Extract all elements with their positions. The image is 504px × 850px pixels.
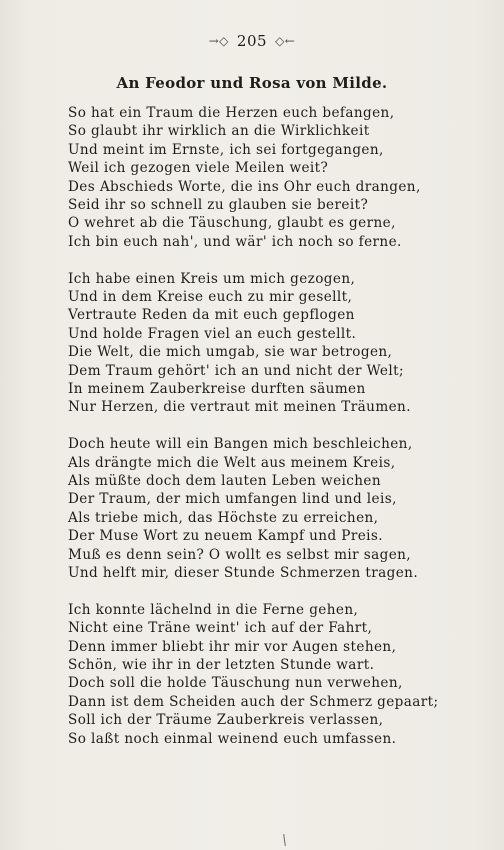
poem-line: Als triebe mich, das Höchste zu erreichen, xyxy=(68,509,379,526)
stanza xyxy=(68,104,468,251)
poem-line: Und helft mir, dieser Stunde Schmerzen tragen. xyxy=(68,564,419,581)
poem-line: Seid ihr so schnell zu glauben sie bereit? xyxy=(68,196,369,213)
poem-title: An Feodor und Rosa von Milde. xyxy=(116,74,388,92)
poem-line: Des Abschieds Worte, die ins Ohr euch drangen, xyxy=(68,178,421,195)
poem-line: Als drängte mich die Welt aus meinem Kreis, xyxy=(68,454,396,471)
poem-line: Denn immer bliebt ihr mir vor Augen stehen, xyxy=(68,638,397,655)
page-number: 205 xyxy=(236,32,268,50)
poem-line: Dem Traum gehört' ich an und nicht der Welt; xyxy=(68,362,404,379)
poem-line: Als müßte doch dem lauten Leben weichen xyxy=(68,473,382,490)
poem-body xyxy=(68,104,468,767)
poem-line: In meinem Zauberkreise durften säumen xyxy=(68,380,366,397)
poem-line: Die Welt, die mich umgab, sie war betrogen, xyxy=(68,344,393,361)
poem-line: Ich konnte lächelnd in die Ferne gehen, xyxy=(68,601,359,618)
poem-line: Nur Herzen, die vertraut mit meinen Träumen. xyxy=(68,399,411,416)
poem-line: Und meint im Ernste, ich sei fortgegangen, xyxy=(68,141,384,158)
poem-line: Weil ich gezogen viele Meilen weit? xyxy=(68,160,329,177)
poem-line: Dann ist dem Scheiden auch der Schmerz gepaart; xyxy=(68,693,439,710)
poem-line: Ich bin euch nah', und wär' ich noch so ferne. xyxy=(68,233,402,250)
right-ornament-icon: ◇← xyxy=(275,34,296,48)
poem-line: O wehret ab die Täuschung, glaubt es gerne, xyxy=(68,215,396,232)
poem-line: Der Traum, der mich umfangen lind und leis, xyxy=(68,491,397,508)
poem-line: So glaubt ihr wirklich an die Wirklichkeit xyxy=(68,123,370,140)
poem-line: Vertraute Reden da mit euch gepflogen xyxy=(68,307,355,324)
poem-line: Schön, wie ihr in der letzten Stunde wart. xyxy=(68,657,375,674)
poem-line: Muß es denn sein? O wollt es selbst mir sagen, xyxy=(68,546,412,563)
page-header xyxy=(0,32,504,50)
poem-line: So laßt noch einmal weinend euch umfassen. xyxy=(68,730,397,747)
page-mark xyxy=(283,834,286,846)
poem-line: Ich habe einen Kreis um mich gezogen, xyxy=(68,270,356,287)
poem-line: Und holde Fragen viel an euch gestellt. xyxy=(68,325,357,342)
poem-line: Doch heute will ein Bangen mich beschleichen, xyxy=(68,436,413,453)
poem-line: Nicht eine Träne weint' ich auf der Fahrt, xyxy=(68,620,373,637)
stanza xyxy=(68,435,468,582)
left-ornament-icon: →◇ xyxy=(208,34,229,48)
stanza xyxy=(68,601,468,748)
poem-line: Der Muse Wort zu neuem Kampf und Preis. xyxy=(68,528,384,545)
poem-line: So hat ein Traum die Herzen euch befangen, xyxy=(68,105,395,121)
stanza xyxy=(68,270,468,417)
poem-line: Soll ich der Träume Zauberkreis verlassen, xyxy=(68,712,384,729)
poem-line: Doch soll die holde Täuschung nun verwehen, xyxy=(68,675,403,692)
poem-line: Und in dem Kreise euch zu mir gesellt, xyxy=(68,289,353,306)
